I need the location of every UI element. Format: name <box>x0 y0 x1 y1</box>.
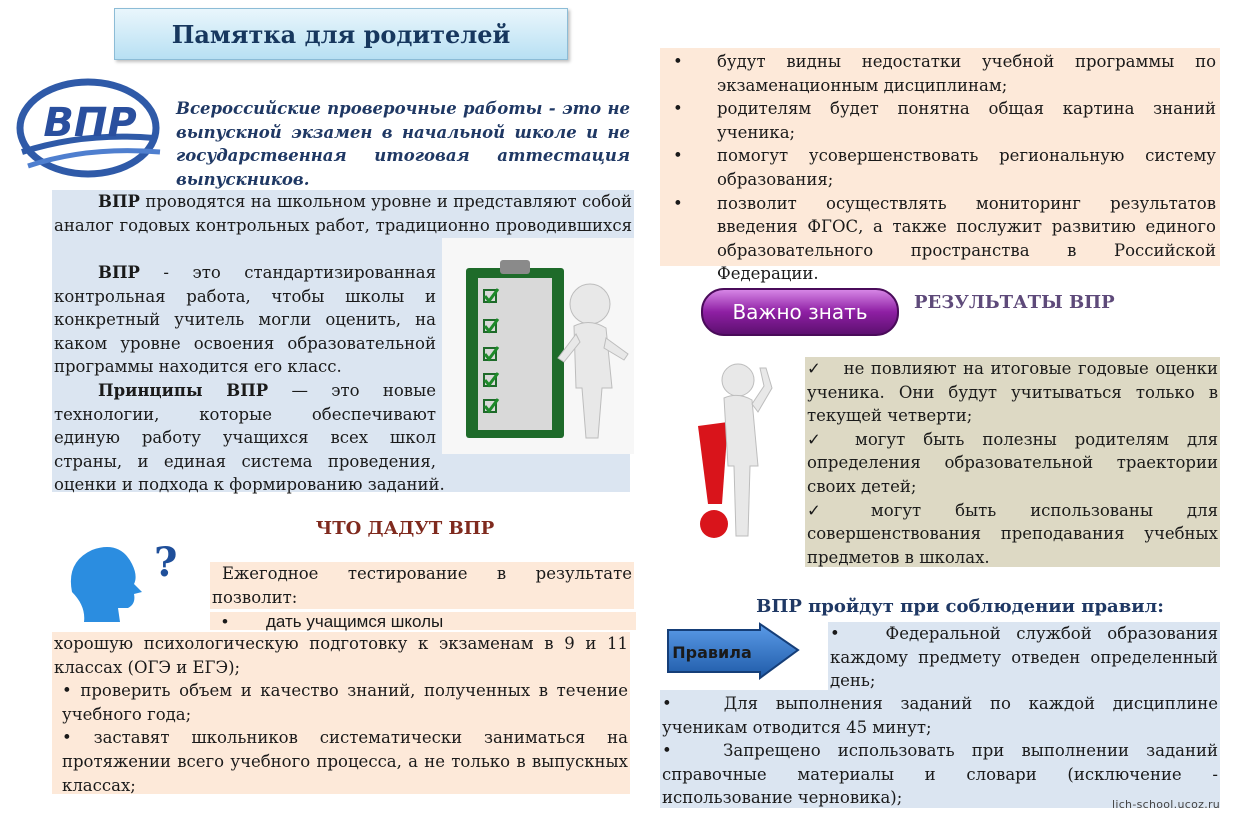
bullet-give-students: • дать учащимся школы <box>222 612 444 631</box>
list-item: • Запрещено использовать при выполнении заданий справочные материалы и словари (исключение - использование черновика); <box>662 741 1219 808</box>
psych-preparation-text: хорошую психологическую подготовку к экзаменам в 9 и 11 классах (ОГЭ и ЕГЭ); <box>54 634 628 677</box>
list-item: ✓ могут быть использованы для совершенствования преподавания учебных предметов в школах. <box>807 500 1218 567</box>
p1-text: проводятся на школьном уровне и представляют собой аналог годовых контрольных работ, традиционно проводившихся <box>54 192 632 235</box>
list-item: • Для выполнения заданий по каждой дисциплине ученикам отводится 45 минут; <box>662 694 1218 737</box>
list-item: ✓ не повлияют на итоговые годовые оценки ученика. Они будут учитываться только в текущей четверти; <box>807 359 1218 426</box>
rules-list-rest <box>660 690 1220 808</box>
figure-icon <box>722 364 772 536</box>
figure-icon <box>558 284 628 438</box>
list-item: ✓ могут быть полезны родителям для определения образовательной траектории своих детей; <box>807 429 1218 496</box>
annual-testing-text: Ежегодное тестирование в результате позволит: <box>210 562 634 609</box>
logo-text: ВПР <box>43 100 137 146</box>
p3-bold: Принципы ВПР <box>98 380 269 400</box>
exclamation-icon <box>698 422 728 538</box>
exclamation-figure-illustration <box>676 356 790 544</box>
question-mark-icon: ? <box>154 539 178 586</box>
important-badge-label: Важно знать <box>732 300 868 324</box>
p3-text: — это новые технологии, которые обеспечивают единую работу учащихся всех школ страны, и единая система проведения, оценки и подхода к формированию заданий. <box>54 380 445 495</box>
p2-bold: ВПР <box>98 263 140 282</box>
list-item: будут видны недостатки учебной программы по экзаменационным дисциплинам; <box>717 52 1216 95</box>
list-item: родителям будет понятна общая картина знаний ученика; <box>717 99 1216 142</box>
what-heading: ЧТО ДАДУТ ВПР <box>315 518 495 539</box>
rules-badge-label: Правила <box>672 643 752 662</box>
p1-bold: ВПР <box>98 192 140 211</box>
page-title-banner <box>114 8 568 60</box>
results-heading: РЕЗУЛЬТАТЫ ВПР <box>914 292 1115 313</box>
vpr-logo <box>14 74 164 186</box>
page-title: Памятка для родителей <box>171 19 511 49</box>
rules-badge <box>664 620 802 684</box>
site-watermark: lich-school.ucoz.ru <box>1112 798 1221 811</box>
results-list <box>805 357 1220 567</box>
intro-text: Всероссийские проверочные работы - это не выпускной экзамен в начальной школе и не государственная итоговая аттестация выпускников. <box>176 99 630 189</box>
p2-text: - это стандартизированная контрольная работа, чтобы школы и конкретный учитель могли оценить, на каком уровне освоения образовательной программы находится его класс. <box>54 263 436 377</box>
rules-list-first <box>828 622 1220 690</box>
list-item: помогут усовершенствовать региональную систему образования; <box>717 146 1216 189</box>
clipboard-illustration <box>442 238 634 454</box>
rules-heading: ВПР пройдут при соблюдении правил: <box>756 596 1164 617</box>
list-item: позволит осуществлять мониторинг результатов введения ФГОС, а также послужит развитию единого образовательного пространства в Российской Федерации. <box>717 193 1216 284</box>
check-knowledge-text: • проверить объем и качество знаний, полученных в течение учебного года; <box>62 681 628 724</box>
force-students-text: • заставят школьников систематически заниматься на протяжении всего учебного процесса, а не только в выпускных классах; <box>62 728 628 795</box>
right-benefits-list: • будут видны недостатки учебной программы по экзаменационным дисциплинам; • родителям будет понятна общая картина знаний ученика; • помогут усовершенствовать региональную систему образования; • позволит осуществлять мониторинг результатов введения ФГОС, а также послужит развитию единого образовательного пространства в Российской Федерации. <box>660 48 1220 266</box>
thinking-head-icon <box>62 532 180 624</box>
list-item: • Федеральной службой образования каждому предмету отведен определенный день; <box>830 624 1219 691</box>
what-details-block <box>52 632 630 794</box>
important-badge <box>700 287 900 337</box>
